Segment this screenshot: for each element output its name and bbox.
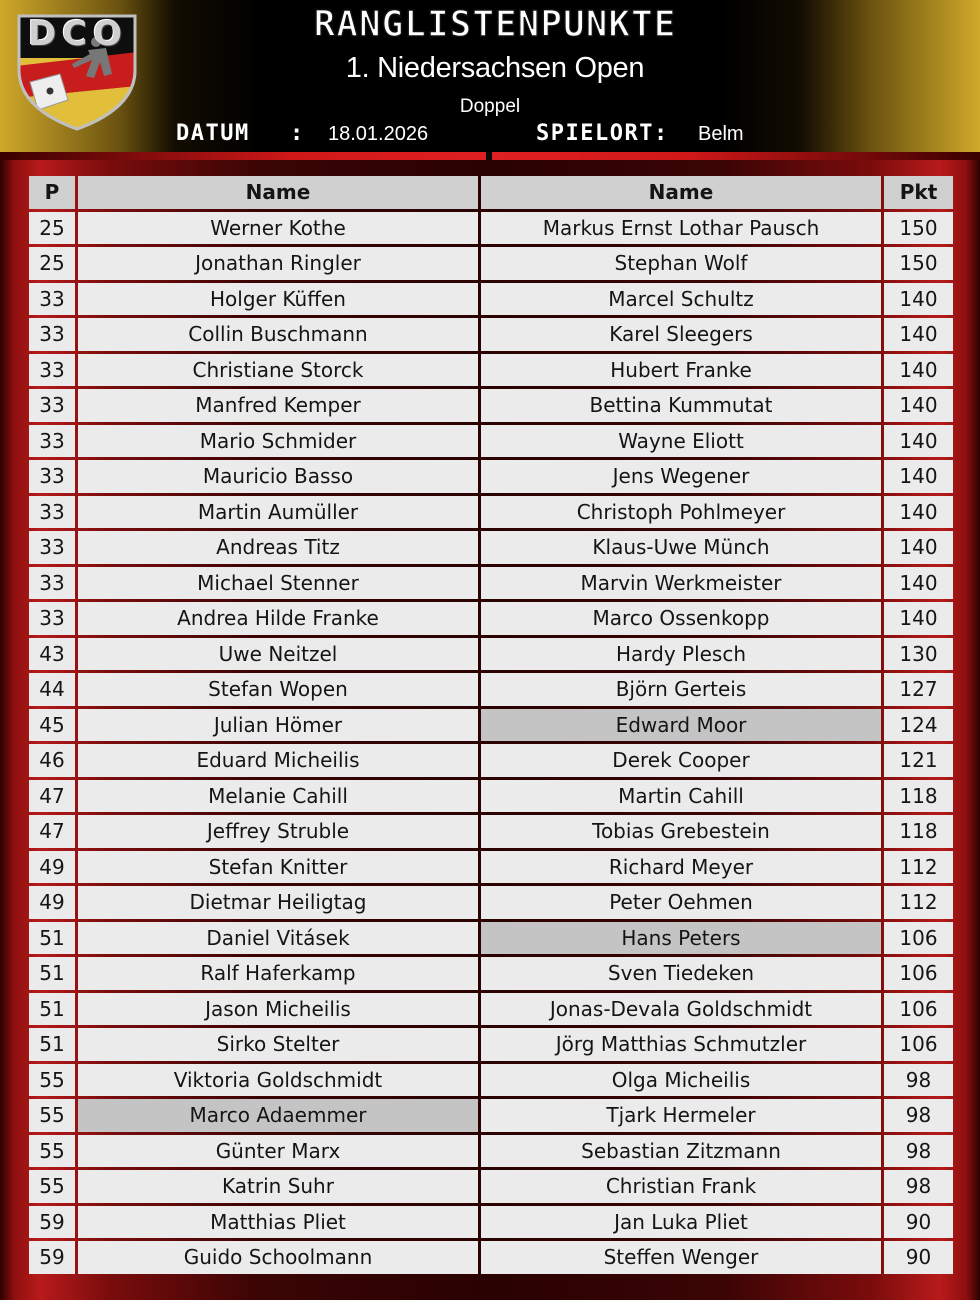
cell-points: 98 xyxy=(884,1099,953,1132)
cell-name-1: Sirko Stelter xyxy=(78,1028,478,1061)
cell-name-2: Richard Meyer xyxy=(481,851,881,884)
cell-name-1: Collin Buschmann xyxy=(78,318,478,351)
cell-name-2: Hans Peters xyxy=(481,922,881,955)
cell-points: 112 xyxy=(884,851,953,884)
cell-points: 106 xyxy=(884,993,953,1026)
cell-name-2: Derek Cooper xyxy=(481,744,881,777)
cell-points: 140 xyxy=(884,389,953,422)
cell-place: 55 xyxy=(29,1170,75,1203)
cell-name-2: Sven Tiedeken xyxy=(481,957,881,990)
cell-place: 33 xyxy=(29,602,75,635)
cell-points: 98 xyxy=(884,1135,953,1168)
table-row xyxy=(29,922,953,958)
cell-points: 118 xyxy=(884,780,953,813)
table-row xyxy=(29,1135,953,1171)
cell-points: 140 xyxy=(884,318,953,351)
cell-name-2: Karel Sleegers xyxy=(481,318,881,351)
cell-name-1: Christiane Storck xyxy=(78,354,478,387)
cell-place: 51 xyxy=(29,922,75,955)
table-row xyxy=(29,1206,953,1242)
cell-place: 45 xyxy=(29,709,75,742)
cell-points: 124 xyxy=(884,709,953,742)
cell-name-2: Hubert Franke xyxy=(481,354,881,387)
table-row xyxy=(29,1170,953,1206)
cell-name-1: Dietmar Heiligtag xyxy=(78,886,478,919)
cell-name-1: Uwe Neitzel xyxy=(78,638,478,671)
cell-place: 51 xyxy=(29,993,75,1026)
table-header-row xyxy=(29,176,953,212)
cell-name-1: Ralf Haferkamp xyxy=(78,957,478,990)
table-row xyxy=(29,247,953,283)
cell-place: 33 xyxy=(29,354,75,387)
header-points: Pkt xyxy=(884,176,953,209)
cell-name-2: Olga Micheilis xyxy=(481,1064,881,1097)
table-row xyxy=(29,354,953,390)
cell-name-2: Marvin Werkmeister xyxy=(481,567,881,600)
cell-place: 46 xyxy=(29,744,75,777)
cell-name-1: Michael Stenner xyxy=(78,567,478,600)
cell-name-1: Stefan Knitter xyxy=(78,851,478,884)
cell-name-2: Hardy Plesch xyxy=(481,638,881,671)
event-name: 1. Niedersachsen Open xyxy=(345,52,645,84)
cell-points: 90 xyxy=(884,1206,953,1239)
date-value: 18.01.2026 xyxy=(328,123,429,145)
cell-name-1: Andrea Hilde Franke xyxy=(78,602,478,635)
table-row xyxy=(29,318,953,354)
cell-name-1: Matthias Pliet xyxy=(78,1206,478,1239)
cell-name-2: Christian Frank xyxy=(481,1170,881,1203)
cell-points: 140 xyxy=(884,460,953,493)
competition-type: Doppel xyxy=(459,96,521,117)
cell-place: 33 xyxy=(29,531,75,564)
cell-name-1: Mauricio Basso xyxy=(78,460,478,493)
cell-points: 140 xyxy=(884,567,953,600)
cell-points: 140 xyxy=(884,283,953,316)
cell-place: 33 xyxy=(29,460,75,493)
cell-place: 55 xyxy=(29,1064,75,1097)
cell-points: 140 xyxy=(884,602,953,635)
cell-place: 33 xyxy=(29,318,75,351)
cell-points: 98 xyxy=(884,1170,953,1203)
cell-name-2: Stephan Wolf xyxy=(481,247,881,280)
cell-name-1: Stefan Wopen xyxy=(78,673,478,706)
table-row xyxy=(29,673,953,709)
cell-name-2: Jens Wegener xyxy=(481,460,881,493)
cell-place: 55 xyxy=(29,1099,75,1132)
cell-name-2: Jonas-Devala Goldschmidt xyxy=(481,993,881,1026)
cell-name-1: Jason Micheilis xyxy=(78,993,478,1026)
cell-name-1: Günter Marx xyxy=(78,1135,478,1168)
header-place: P xyxy=(29,176,75,209)
header-name-2: Name xyxy=(481,176,881,209)
cell-place: 43 xyxy=(29,638,75,671)
table-row xyxy=(29,744,953,780)
table-row xyxy=(29,460,953,496)
header-divider-gap xyxy=(486,152,492,160)
cell-points: 98 xyxy=(884,1064,953,1097)
cell-name-2: Jörg Matthias Schmutzler xyxy=(481,1028,881,1061)
cell-place: 33 xyxy=(29,496,75,529)
cell-name-2: Edward Moor xyxy=(481,709,881,742)
table-row xyxy=(29,780,953,816)
cell-points: 106 xyxy=(884,1028,953,1061)
cell-place: 49 xyxy=(29,851,75,884)
cell-points: 127 xyxy=(884,673,953,706)
cell-points: 140 xyxy=(884,354,953,387)
cell-name-1: Marco Adaemmer xyxy=(78,1099,478,1132)
cell-name-2: Marcel Schultz xyxy=(481,283,881,316)
cell-name-1: Martin Aumüller xyxy=(78,496,478,529)
cell-place: 51 xyxy=(29,1028,75,1061)
date-separator: : xyxy=(290,121,305,146)
cell-name-1: Werner Kothe xyxy=(78,212,478,245)
table-row xyxy=(29,886,953,922)
cell-name-2: Tobias Grebestein xyxy=(481,815,881,848)
cell-name-2: Christoph Pohlmeyer xyxy=(481,496,881,529)
logo-text: DCO xyxy=(27,14,129,54)
cell-place: 33 xyxy=(29,567,75,600)
cell-place: 49 xyxy=(29,886,75,919)
cell-name-1: Eduard Micheilis xyxy=(78,744,478,777)
page-title: RANGLISTENPUNKTE xyxy=(313,4,677,45)
table-row xyxy=(29,709,953,745)
cell-place: 33 xyxy=(29,425,75,458)
cell-points: 140 xyxy=(884,496,953,529)
cell-name-1: Jeffrey Struble xyxy=(78,815,478,848)
table-row xyxy=(29,1099,953,1135)
cell-points: 140 xyxy=(884,425,953,458)
table-row xyxy=(29,993,953,1029)
table-row xyxy=(29,1241,953,1277)
table-row xyxy=(29,602,953,638)
cell-name-1: Andreas Titz xyxy=(78,531,478,564)
cell-name-2: Björn Gerteis xyxy=(481,673,881,706)
cell-name-2: Klaus-Uwe Münch xyxy=(481,531,881,564)
cell-name-1: Viktoria Goldschmidt xyxy=(78,1064,478,1097)
cell-place: 47 xyxy=(29,815,75,848)
table-row xyxy=(29,531,953,567)
table-row xyxy=(29,1064,953,1100)
cell-name-2: Tjark Hermeler xyxy=(481,1099,881,1132)
table-row xyxy=(29,638,953,674)
cell-place: 25 xyxy=(29,247,75,280)
cell-points: 140 xyxy=(884,531,953,564)
cell-points: 150 xyxy=(884,247,953,280)
cell-name-2: Jan Luka Pliet xyxy=(481,1206,881,1239)
cell-name-2: Sebastian Zitzmann xyxy=(481,1135,881,1168)
cell-points: 150 xyxy=(884,212,953,245)
cell-points: 118 xyxy=(884,815,953,848)
cell-place: 33 xyxy=(29,283,75,316)
cell-name-2: Wayne Eliott xyxy=(481,425,881,458)
table-row xyxy=(29,212,953,248)
cell-name-1: Jonathan Ringler xyxy=(78,247,478,280)
cell-name-2: Markus Ernst Lothar Pausch xyxy=(481,212,881,245)
cell-name-1: Mario Schmider xyxy=(78,425,478,458)
cell-name-2: Steffen Wenger xyxy=(481,1241,881,1274)
cell-name-2: Marco Ossenkopp xyxy=(481,602,881,635)
cell-name-1: Daniel Vitásek xyxy=(78,922,478,955)
cell-points: 130 xyxy=(884,638,953,671)
table-row xyxy=(29,957,953,993)
cell-place: 51 xyxy=(29,957,75,990)
cell-place: 33 xyxy=(29,389,75,422)
cell-points: 112 xyxy=(884,886,953,919)
cell-name-2: Bettina Kummutat xyxy=(481,389,881,422)
cell-points: 121 xyxy=(884,744,953,777)
cell-place: 59 xyxy=(29,1206,75,1239)
table-row xyxy=(29,851,953,887)
cell-place: 47 xyxy=(29,780,75,813)
table-row xyxy=(29,389,953,425)
cell-name-1: Katrin Suhr xyxy=(78,1170,478,1203)
venue-label: SPIELORT: xyxy=(536,121,669,146)
cell-place: 55 xyxy=(29,1135,75,1168)
cell-name-1: Holger Küffen xyxy=(78,283,478,316)
table-row xyxy=(29,283,953,319)
cell-name-1: Melanie Cahill xyxy=(78,780,478,813)
table-row xyxy=(29,567,953,603)
header-name-1: Name xyxy=(78,176,478,209)
table-row xyxy=(29,496,953,532)
table-row xyxy=(29,815,953,851)
cell-name-2: Martin Cahill xyxy=(481,780,881,813)
table-row xyxy=(29,1028,953,1064)
cell-points: 90 xyxy=(884,1241,953,1274)
cell-name-1: Julian Hömer xyxy=(78,709,478,742)
cell-place: 25 xyxy=(29,212,75,245)
date-label: DATUM xyxy=(176,121,250,146)
cell-name-1: Guido Schoolmann xyxy=(78,1241,478,1274)
cell-place: 59 xyxy=(29,1241,75,1274)
venue-value: Belm xyxy=(698,123,744,145)
cell-points: 106 xyxy=(884,957,953,990)
table-row xyxy=(29,425,953,461)
cell-points: 106 xyxy=(884,922,953,955)
cell-name-2: Peter Oehmen xyxy=(481,886,881,919)
cell-name-1: Manfred Kemper xyxy=(78,389,478,422)
cell-place: 44 xyxy=(29,673,75,706)
